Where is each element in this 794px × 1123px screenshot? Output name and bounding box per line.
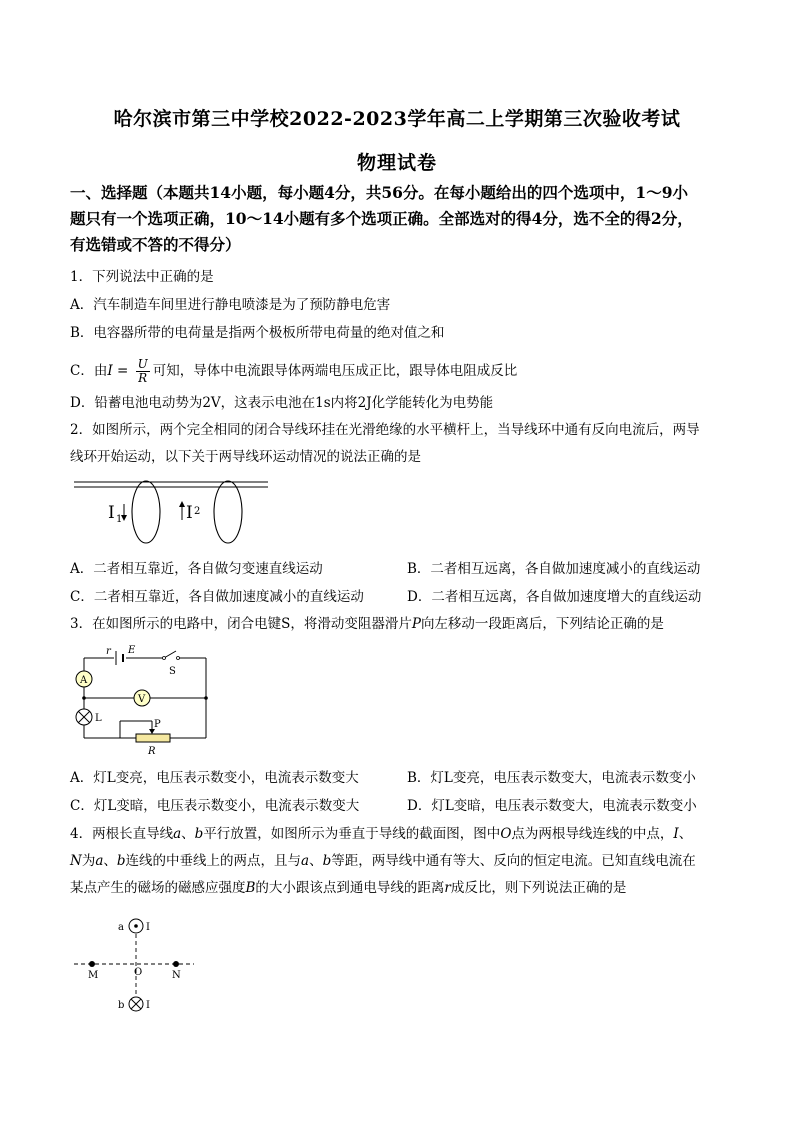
q4-text: 等距，两导线中通有等大、反向的恒定电流。已知直线电流在: [331, 853, 696, 869]
section-line-1: 一、选择题（本题共14小题，每小题4分，共56分。在每小题给出的四个选项中，1～9小: [70, 183, 688, 202]
q1-option-d: D．铅蓄电池电动势为2V，这表示电池在1s内将2J化学能转化为电势能: [70, 395, 494, 411]
slider-label: P: [154, 719, 161, 730]
switch-label: S: [169, 666, 176, 677]
q3-option-a: A．灯L变亮，电压表示数变小，电流表示数变大: [70, 770, 359, 786]
q4-text: 的大小跟该点到通电导线的距离: [255, 880, 445, 896]
q4-var-a: a: [301, 853, 310, 869]
q4-stem-line-2: [70, 851, 696, 871]
section-instructions: [70, 180, 730, 258]
current-label-2: I: [186, 503, 193, 523]
q3-stem: [70, 614, 664, 634]
switch-contact-left: [163, 657, 166, 660]
ammeter-label: A: [80, 675, 88, 686]
q1-option-b: B．电容器所带的电荷量是指两个极板所带电荷量的绝对值之和: [70, 325, 445, 341]
section-line-3: 有选错或不答的不得分）: [70, 235, 241, 254]
q4-var-b: b: [194, 826, 204, 842]
point-o-label: O: [134, 967, 143, 978]
q4-var-b: b: [322, 853, 332, 869]
q4-text: 成反比，则下列说法正确的是: [450, 880, 627, 896]
lamp-label: L: [95, 713, 102, 724]
point-n: [173, 961, 179, 967]
q2-option-d: D．二者相互远离，各自做加速度增大的直线运动: [407, 589, 702, 605]
q4-var-b: b: [116, 853, 126, 869]
q4-text: 4．两根长直导线: [70, 826, 174, 842]
q3-option-b: B．灯L变亮，电压表示数变大，电流表示数变小: [407, 770, 696, 786]
section-line-2: 题只有一个选项正确，10～14小题有多个选项正确。全部选对的得4分，选不全的得2分，: [70, 209, 693, 228]
q2-rings-figure: [70, 476, 270, 556]
current-arrow-up-head: [179, 501, 185, 507]
q4-text: 点为两根导线连线的中点，: [511, 826, 674, 842]
q1-c-numerator: U: [137, 357, 148, 371]
emf-label: E: [128, 645, 136, 656]
q2-stem-line-2: 线环开始运动，以下关于两导线环运动情况的说法正确的是: [70, 449, 421, 465]
exam-title: 哈尔滨市第三中学校2022-2023学年高二上学期第三次验收考试: [113, 108, 681, 130]
voltmeter-label: V: [138, 694, 146, 705]
q1-c-prefix: C．由: [70, 363, 108, 379]
q1-c-equals: =: [112, 363, 133, 379]
q1-option-c: [70, 358, 517, 385]
switch-contact-right: [177, 657, 180, 660]
q4-text: 平行放置，如图所示为垂直于导线的截面图，图中: [203, 826, 501, 842]
wire-a-dot: [134, 924, 138, 928]
q2-option-b: B．二者相互远离，各自做加速度减小的直线运动: [407, 561, 701, 577]
q4-var-a: a: [95, 853, 104, 869]
wire-b-label: b: [118, 1000, 125, 1011]
q1-c-denominator: R: [138, 371, 148, 385]
q3-stem-suffix: 向左移动一段距离后，下列结论正确的是: [420, 616, 664, 632]
q4-text: 某点产生的磁场的磁感应强度: [70, 880, 246, 896]
current-label-1: I: [108, 503, 115, 523]
q4-text: 、: [103, 853, 117, 869]
q1-c-current-symbol: I: [107, 363, 113, 379]
q4-var-a: a: [173, 826, 182, 842]
q3-stem-prefix: 3．在如图所示的电路中，闭合电键S，将滑动变阻器滑片: [70, 616, 412, 632]
q4-var-i: I: [673, 826, 679, 842]
q1-c-suffix: 可知，导体中电流跟导体两端电压成正比，跟导体电阻成反比: [152, 363, 518, 379]
current-label-2-subscript: 2: [194, 506, 201, 517]
q1-option-a: A．汽车制造车间里进行静电喷漆是为了预防静电危害: [70, 297, 391, 313]
internal-resistance-label: r: [106, 646, 111, 657]
q4-var-n: N: [70, 853, 82, 869]
point-n-label: N: [172, 970, 181, 981]
wire-a-current-label: I: [146, 922, 150, 933]
q2-option-a: A．二者相互靠近，各自做匀变速直线运动: [70, 561, 323, 577]
q4-wires-figure: [70, 912, 200, 1036]
q4-text: 、: [309, 853, 323, 869]
junction-left: [82, 696, 86, 700]
q4-stem-line-3: [70, 878, 626, 898]
q4-var-o: O: [500, 826, 512, 842]
q4-text: 、: [678, 826, 693, 842]
q4-var-b-field: B: [245, 880, 256, 896]
switch-blade: [164, 651, 176, 658]
wire-a-label: a: [118, 922, 124, 933]
q3-option-d: D．灯L变暗，电压表示数变大，电流表示数变小: [407, 798, 697, 814]
wire-b-current-label: I: [146, 1000, 150, 1011]
rheostat-label: R: [148, 746, 156, 757]
q4-var-r: r: [444, 880, 451, 896]
q4-text: 连线的中垂线上的两点，且与: [125, 853, 302, 869]
ring-left: [132, 481, 160, 543]
q4-text: 为: [81, 853, 96, 869]
point-m: [89, 961, 95, 967]
q2-stem-line-1: 2．如图所示，两个完全相同的闭合导线环挂在光滑绝缘的水平横杆上，当导线环中通有反向电流后，两导: [70, 422, 700, 438]
point-m-label: M: [88, 970, 99, 981]
q4-stem-line-1: [70, 824, 692, 844]
q1-stem: 1．下列说法中正确的是: [70, 269, 214, 285]
junction-right: [204, 696, 208, 700]
q3-stem-var: P: [411, 616, 421, 632]
current-label-1-subscript: 1: [116, 514, 123, 525]
q2-option-c: C．二者相互靠近，各自做加速度减小的直线运动: [70, 589, 364, 605]
q3-circuit-figure: [70, 643, 220, 763]
rheostat-body: [136, 734, 170, 742]
q4-text: 、: [181, 826, 195, 842]
exam-subtitle: 物理试卷: [356, 152, 437, 174]
q3-option-c: C．灯L变暗，电压表示数变小，电流表示数变大: [70, 798, 360, 814]
ring-right: [214, 481, 242, 543]
q1-c-fraction: [136, 358, 150, 385]
